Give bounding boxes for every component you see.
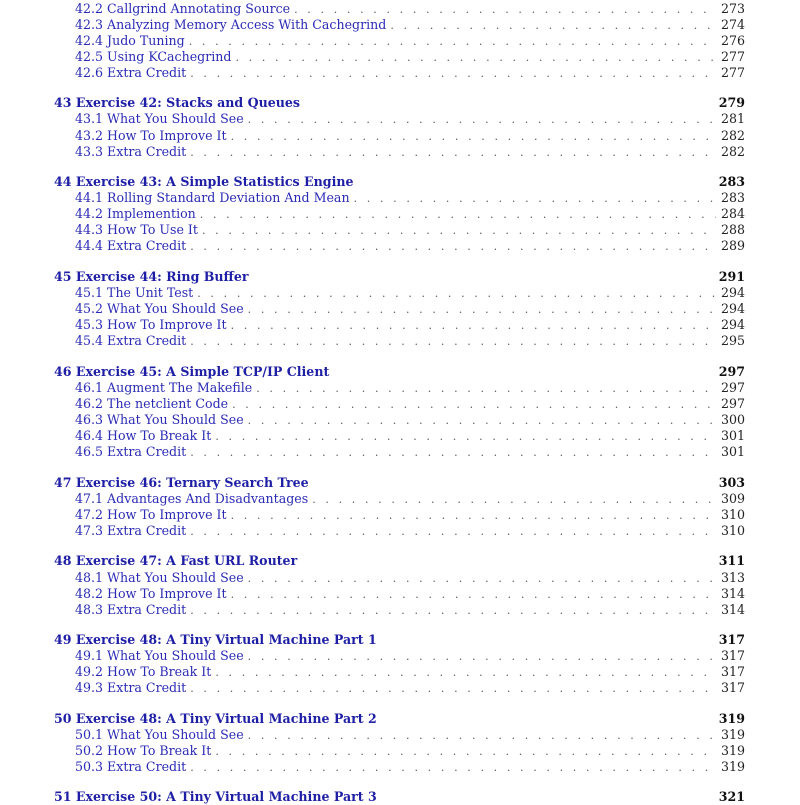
leader-dots [190, 239, 716, 255]
toc-entry-title[interactable]: 48 Exercise 47: A Fast URL Router [54, 553, 298, 568]
leader-dots [248, 302, 716, 318]
toc-entry-title[interactable]: 48.3 Extra Credit [75, 602, 187, 617]
toc-entry-title[interactable]: 47.2 How To Improve It [75, 507, 227, 522]
toc-page-number[interactable]: 321 [718, 789, 745, 804]
toc-chapter-entry[interactable] [54, 711, 745, 727]
leader-dots [189, 34, 716, 50]
toc-section-entry[interactable] [75, 396, 745, 412]
toc-section-entry[interactable] [75, 586, 745, 602]
toc-page-number[interactable]: 309 [720, 491, 745, 506]
toc-entry-title[interactable]: 43.2 How To Improve It [75, 128, 227, 143]
toc-entry-title[interactable]: 44.4 Extra Credit [75, 238, 187, 253]
toc-section-entry[interactable] [75, 743, 745, 759]
toc-page-number[interactable]: 319 [718, 711, 745, 726]
toc-page-number[interactable]: 283 [718, 174, 745, 189]
leader-dots [248, 728, 716, 744]
toc-page-number[interactable]: 274 [720, 17, 745, 32]
toc-section-entry[interactable] [75, 65, 745, 81]
leader-dots [190, 681, 716, 697]
leader-dots [190, 334, 716, 350]
toc-entry-title[interactable]: 45.2 What You Should See [75, 301, 244, 316]
toc-page-number[interactable]: 294 [720, 317, 745, 332]
leader-dots [248, 649, 716, 665]
toc-entry-title[interactable]: 42.6 Extra Credit [75, 65, 187, 80]
toc-page-number[interactable]: 294 [720, 301, 745, 316]
toc-entry-title[interactable]: 45.4 Extra Credit [75, 333, 187, 348]
toc-section-entry[interactable] [75, 680, 745, 696]
toc-page-number[interactable]: 295 [720, 333, 745, 348]
toc-page-number[interactable]: 319 [720, 743, 745, 758]
toc-entry-title[interactable]: 46.1 Augment The Makefile [75, 380, 253, 395]
toc-chapter-entry[interactable] [54, 789, 745, 805]
toc-page-number[interactable]: 277 [720, 65, 745, 80]
leader-dots [190, 445, 716, 461]
leader-dots [190, 603, 716, 619]
toc-page-number[interactable]: 303 [718, 475, 745, 490]
toc-entry-title[interactable]: 46.5 Extra Credit [75, 444, 187, 459]
toc-section-entry[interactable] [75, 428, 745, 444]
toc-entry-title[interactable]: 44.2 Implemention [75, 206, 196, 221]
toc-entry-title[interactable]: 46 Exercise 45: A Simple TCP/IP Client [54, 364, 330, 379]
toc-section-entry[interactable] [75, 317, 745, 333]
toc-entry-title[interactable]: 45 Exercise 44: Ring Buffer [54, 269, 249, 284]
toc-entry-title[interactable]: 43.1 What You Should See [75, 111, 244, 126]
toc-section-entry[interactable] [75, 206, 745, 222]
toc-entry-title[interactable]: 48.2 How To Improve It [75, 586, 227, 601]
toc-chapter-entry[interactable] [54, 95, 745, 111]
toc-entry-title[interactable]: 44 Exercise 43: A Simple Statistics Engine [54, 174, 354, 189]
toc-entry-title[interactable]: 42.2 Callgrind Annotating Source [75, 1, 291, 16]
toc-section-entry[interactable] [75, 333, 745, 349]
leader-dots [231, 587, 716, 603]
toc-entry-title[interactable]: 49.2 How To Break It [75, 664, 212, 679]
toc-section-entry[interactable] [75, 222, 745, 238]
toc-entry-title[interactable]: 45.1 The Unit Test [75, 285, 194, 300]
toc-page-number[interactable]: 313 [720, 570, 745, 585]
toc-section-entry[interactable] [75, 648, 745, 664]
toc-chapter-entry[interactable] [54, 174, 745, 190]
toc-page-number[interactable]: 317 [720, 680, 745, 695]
toc-section-entry[interactable] [75, 144, 745, 160]
toc-entry-title[interactable]: 44.3 How To Use It [75, 222, 198, 237]
leader-dots [312, 492, 716, 508]
leader-dots [215, 429, 716, 445]
leader-dots [197, 286, 716, 302]
toc-section-entry[interactable] [75, 33, 745, 49]
toc-section-entry[interactable] [75, 1, 745, 17]
toc-page-number[interactable]: 297 [720, 380, 745, 395]
toc-section-entry[interactable] [75, 238, 745, 254]
toc-entry-title[interactable]: 46.3 What You Should See [75, 412, 244, 427]
leader-dots [231, 129, 716, 145]
toc-section-entry[interactable] [75, 285, 745, 301]
toc-page-number[interactable]: 284 [720, 206, 745, 221]
toc-section-entry[interactable] [75, 602, 745, 618]
toc-section-entry[interactable] [75, 507, 745, 523]
toc-entry-title[interactable]: 49 Exercise 48: A Tiny Virtual Machine Part 1 [54, 632, 377, 647]
toc-entry-title[interactable]: 48.1 What You Should See [75, 570, 244, 585]
leader-dots [215, 744, 716, 760]
leader-dots [190, 760, 716, 776]
toc-section-entry[interactable] [75, 727, 745, 743]
toc-page-number[interactable]: 317 [720, 648, 745, 663]
toc-page-number[interactable]: 300 [720, 412, 745, 427]
toc-page-number[interactable]: 297 [718, 364, 745, 379]
toc-entry-title[interactable]: 43.3 Extra Credit [75, 144, 187, 159]
toc-page-number[interactable]: 282 [720, 128, 745, 143]
toc-entry-title[interactable]: 44.1 Rolling Standard Deviation And Mean [75, 190, 350, 205]
toc-section-entry[interactable] [75, 412, 745, 428]
toc-page-number[interactable]: 301 [720, 428, 745, 443]
toc-entry-title[interactable]: 47 Exercise 46: Ternary Search Tree [54, 475, 309, 490]
toc-entry-title[interactable]: 47.1 Advantages And Disadvantages [75, 491, 309, 506]
toc-entry-title[interactable]: 49.3 Extra Credit [75, 680, 187, 695]
toc-entry-title[interactable]: 47.3 Extra Credit [75, 523, 187, 538]
toc-page-number[interactable]: 319 [720, 727, 745, 742]
toc-section-entry[interactable] [75, 301, 745, 317]
toc-page-number[interactable]: 314 [720, 586, 745, 601]
toc-section-entry[interactable] [75, 664, 745, 680]
toc-page-number[interactable]: 310 [720, 523, 745, 538]
toc-page-number[interactable]: 317 [718, 632, 745, 647]
toc-page-number[interactable]: 279 [718, 95, 745, 110]
toc-section-entry[interactable] [75, 759, 745, 775]
toc-section-entry[interactable] [75, 111, 745, 127]
leader-dots [232, 397, 716, 413]
leader-dots [215, 665, 716, 681]
toc-entry-title[interactable]: 46.2 The netclient Code [75, 396, 229, 411]
leader-dots [190, 524, 716, 540]
leader-dots [235, 50, 716, 66]
toc-section-entry[interactable] [75, 444, 745, 460]
toc-page-number[interactable]: 289 [720, 238, 745, 253]
toc-section-entry[interactable] [75, 380, 745, 396]
toc-chapter-entry[interactable] [54, 632, 745, 648]
toc-section-entry[interactable] [75, 523, 745, 539]
toc-chapter-entry[interactable] [54, 269, 745, 285]
leader-dots [248, 112, 716, 128]
toc-entry-title[interactable]: 45.3 How To Improve It [75, 317, 227, 332]
leader-dots [248, 571, 716, 587]
toc-page-number[interactable]: 310 [720, 507, 745, 522]
toc-page-number[interactable]: 283 [720, 190, 745, 205]
toc-page-number[interactable]: 319 [720, 759, 745, 774]
toc-chapter-entry[interactable] [54, 553, 745, 569]
toc-section-entry[interactable] [75, 190, 745, 206]
toc-page-number[interactable]: 314 [720, 602, 745, 617]
toc-entry-title[interactable]: 51 Exercise 50: A Tiny Virtual Machine Part 3 [54, 789, 377, 804]
toc-page-number[interactable]: 277 [720, 49, 745, 64]
toc-entry-title[interactable]: 50.3 Extra Credit [75, 759, 187, 774]
leader-dots [294, 2, 716, 18]
toc-section-entry[interactable] [75, 49, 745, 65]
toc-entry-title[interactable]: 42.3 Analyzing Memory Access With Cachegrind [75, 17, 387, 32]
toc-entry-title[interactable]: 43 Exercise 42: Stacks and Queues [54, 95, 301, 110]
toc-chapter-entry[interactable] [54, 475, 745, 491]
toc-page-number[interactable]: 281 [720, 111, 745, 126]
toc-section-entry[interactable] [75, 17, 745, 33]
leader-dots [390, 18, 716, 34]
toc-entry-title[interactable]: 50.1 What You Should See [75, 727, 244, 742]
toc-page-number[interactable]: 294 [720, 285, 745, 300]
toc-page-number[interactable]: 276 [720, 33, 745, 48]
leader-dots [354, 191, 716, 207]
leader-dots [190, 145, 716, 161]
toc-section-entry[interactable] [75, 491, 745, 507]
toc-section-entry[interactable] [75, 570, 745, 586]
toc-page-number[interactable]: 282 [720, 144, 745, 159]
toc-page-number[interactable]: 297 [720, 396, 745, 411]
leader-dots [256, 381, 716, 397]
leader-dots [231, 508, 716, 524]
toc-chapter-entry[interactable] [54, 364, 745, 380]
toc-page-number[interactable]: 311 [718, 553, 745, 568]
toc-entry-title[interactable]: 50.2 How To Break It [75, 743, 212, 758]
toc-page-number[interactable]: 288 [720, 222, 745, 237]
toc-page-number[interactable]: 273 [720, 1, 745, 16]
leader-dots [190, 66, 716, 82]
toc-page-number[interactable]: 291 [718, 269, 745, 284]
toc-entry-title[interactable]: 46.4 How To Break It [75, 428, 212, 443]
toc-entry-title[interactable]: 50 Exercise 48: A Tiny Virtual Machine Part 2 [54, 711, 377, 726]
leader-dots [248, 413, 716, 429]
leader-dots [200, 207, 716, 223]
toc-entry-title[interactable]: 49.1 What You Should See [75, 648, 244, 663]
leader-dots [231, 318, 716, 334]
toc-entry-title[interactable]: 42.5 Using KCachegrind [75, 49, 232, 64]
leader-dots [202, 223, 716, 239]
toc-entry-title[interactable]: 42.4 Judo Tuning [75, 33, 185, 48]
toc-page-number[interactable]: 317 [720, 664, 745, 679]
toc-section-entry[interactable] [75, 128, 745, 144]
toc-page-number[interactable]: 301 [720, 444, 745, 459]
